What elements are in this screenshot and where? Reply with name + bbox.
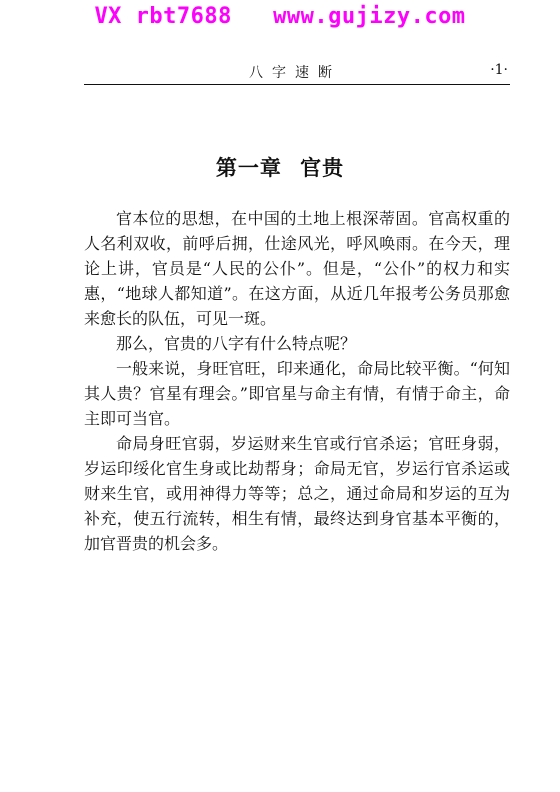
paragraph: 一般来说，身旺官旺，印来通化，命局比较平衡。“何知其人贵？官星有理会。”即官星与命主有情，有情于命主，命主即可当官。 [84, 359, 510, 428]
body-text [84, 206, 510, 556]
running-header [84, 62, 510, 85]
watermark-text: VX rbt7688 www.gujizy.com [94, 4, 466, 29]
book-title: 八字速断 [249, 65, 341, 81]
paragraph: 那么，官贵的八字有什么特点呢？ [116, 334, 357, 353]
chapter-title: 第一章 官贵 [215, 156, 345, 180]
paragraph: 命局身旺官弱，岁运财来生官或行官杀运；官旺身弱，岁运印绥化官生身或比劫帮身；命局无官，岁运行官杀运或财来生官，或用神得力等等；总之，通过命局和岁运的互为补充，使五行流转，相生有情，最终达到身官基本平衡的，加官晋贵的机会多。 [84, 434, 510, 553]
page-number: ·1· [490, 62, 508, 78]
paragraph: 官本位的思想，在中国的土地上根深蒂固。官高权重的人名利双收，前呼后拥，仕途风光，呼风唤雨。在今天，理论上讲，官员是“人民的公仆”。但是，“公仆”的权力和实惠，“地球人都知道”。在这方面，从近几年报考公务员那愈来愈长的队伍，可见一斑。 [84, 209, 510, 328]
